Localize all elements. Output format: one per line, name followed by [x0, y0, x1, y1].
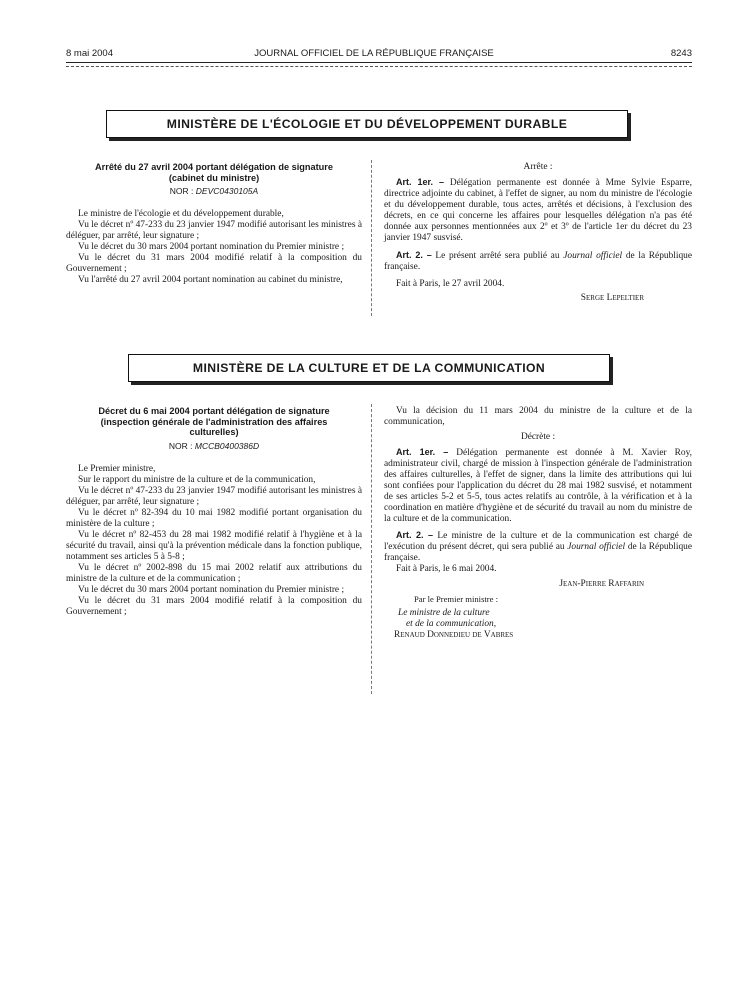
- paragraph: Le ministre de l'écologie et du développement durable,: [78, 209, 284, 219]
- paragraph: Vu le décret du 30 mars 2004 portant nomination du Premier ministre ;: [78, 242, 345, 252]
- ministry-culture-banner: MINISTÈRE DE LA CULTURE ET DE LA COMMUNICATION: [128, 354, 610, 382]
- header-rule-dashed: [66, 66, 692, 67]
- paragraph: Vu l'arrêté du 27 avril 2004 portant nomination au cabinet du ministre,: [78, 275, 343, 285]
- paragraph: Sur le rapport du ministre de la culture et de la communication,: [78, 474, 316, 485]
- signature-lepeltier: Serge Lepeltier: [580, 293, 644, 303]
- header-rule: [66, 62, 692, 63]
- decret-title-line2: (inspection générale de l'administration des affaires: [100, 416, 328, 427]
- decret-nor-code: MCCB0400386D: [194, 440, 260, 451]
- paragraph: Vu le décret nº 2002-898 du 15 mai 2002 relatif aux attributions du ministre de la culture et de la communication ;: [66, 562, 362, 584]
- paragraph: Vu le décret nº 82-394 du 10 mai 1982 modifié portant organisation du ministère de la culture ;: [66, 507, 362, 529]
- fait-a-paris: Fait à Paris, le 27 avril 2004.: [396, 279, 505, 289]
- arrete-title-line1: Arrêté du 27 avril 2004 portant délégation de signature: [95, 162, 333, 172]
- paragraph: Vu le décret du 31 mars 2004 modifié relatif à la composition du Gouvernement ;: [66, 595, 362, 617]
- article-2: Art. 2. – Le ministre de la culture et de la communication est chargé de l'exécution du présent décret, qui sera publié au Journal officiel de la République française.: [384, 530, 693, 563]
- article-1: Art. 1er. – Délégation permanente est donnée à Mme Sylvie Esparre, directrice adjointe du cabinet, à l'effet de signer, au nom du ministre de l'écologie et du développement durable, tous actes, arrêtés et décisions, à l'exclusion des décrets, en ce qui concerne les affaires pour lesquelles délégation n'a pas été donnée aux personnes mentionnées aux 2º et 3º de l'article 1er du décret du 23 janvier 1947 susvisé.: [384, 177, 692, 243]
- header-journal-title: JOURNAL OFFICIEL DE LA RÉPUBLIQUE FRANÇAISE: [254, 48, 494, 59]
- article-1: Art. 1er. – Délégation permanente est donnée à M. Xavier Roy, administrateur civil, chargé de mission à l'inspection générale de l'administration des affaires culturelles, à l'effet de signer, dans la limite des attributions qui lui sont confiées pour l'application du décret du 28 mai 1982 susvisé, et notamment de ses articles 5-2 et 5-5, tous actes relatifs au contrôle, à la vérification et à la coordination en matière d'hygiène et de sécurité du travail au nom du ministre de la culture et de la communication.: [384, 447, 693, 524]
- arrete-nor-code: DEVC0430105A: [195, 186, 259, 196]
- ministry-ecologie-banner: MINISTÈRE DE L'ÉCOLOGIE ET DU DÉVELOPPEMENT DURABLE: [106, 110, 628, 138]
- decret-title-line3: culturelles): [189, 427, 239, 437]
- arrete-right-column: [384, 162, 692, 304]
- arrete-left-column: [66, 162, 362, 286]
- decision-paragraph: Vu la décision du 11 mars 2004 du ministre de la culture et de la communication,: [384, 406, 692, 427]
- arrete-title-line2: (cabinet du ministre): [168, 172, 260, 183]
- paragraph: Vu le décret nº 82-453 du 28 mai 1982 modifié relatif à l'hygiène et à la sécurité du travail, ainsi qu'à la prévention médicale dans la fonction publique, notamment ses articles 5 à 5-8 ;: [66, 529, 362, 562]
- signature-raffarin: Jean-Pierre Raffarin: [559, 579, 644, 589]
- paragraph: Le Premier ministre,: [78, 463, 156, 474]
- article-2: Art. 2. – Le présent arrêté sera publié au Journal officiel de la République française.: [384, 250, 693, 272]
- decret-nor: NOR : MCCB0400386D: [168, 440, 260, 451]
- arrete-heading: Arrête :: [523, 162, 553, 172]
- minister-title-line1: Le ministre de la culture: [398, 608, 490, 618]
- paragraph: Vu le décret nº 47-233 du 23 janvier 1947 modifié autorisant les ministres à déléguer, par arrêté, leur signature ;: [66, 485, 362, 507]
- arrete-nor: NOR : DEVC0430105A: [169, 186, 259, 196]
- column-separator: [371, 160, 372, 316]
- paragraph: Vu le décret nº 47-233 du 23 janvier 1947 modifié autorisant les ministres à déléguer, par arrêté, leur signature ;: [66, 220, 362, 241]
- decret-right-column: [384, 406, 692, 641]
- fait-a-paris: Fait à Paris, le 6 mai 2004.: [396, 564, 497, 574]
- paragraph: Vu le décret du 31 mars 2004 modifié relatif à la composition du Gouvernement ;: [66, 253, 362, 274]
- column-separator: [371, 404, 372, 694]
- minister-title-line2: et de la communication,: [406, 619, 497, 629]
- header-date: 8 mai 2004: [66, 48, 114, 59]
- arrete-title: [66, 162, 362, 183]
- decret-left-column: [66, 406, 362, 618]
- par-premier-ministre: Par le Premier ministre :: [414, 594, 499, 604]
- paragraph: Vu le décret du 30 mars 2004 portant nomination du Premier ministre ;: [78, 584, 345, 595]
- decrete-heading: Décrète :: [520, 432, 556, 442]
- decret-title-line1: Décret du 6 mai 2004 portant délégation de signature: [98, 406, 330, 416]
- header-page-number: 8243: [670, 48, 692, 59]
- decret-title: [66, 406, 362, 438]
- minister-name: Renaud Donnedieu de Vabres: [394, 630, 514, 640]
